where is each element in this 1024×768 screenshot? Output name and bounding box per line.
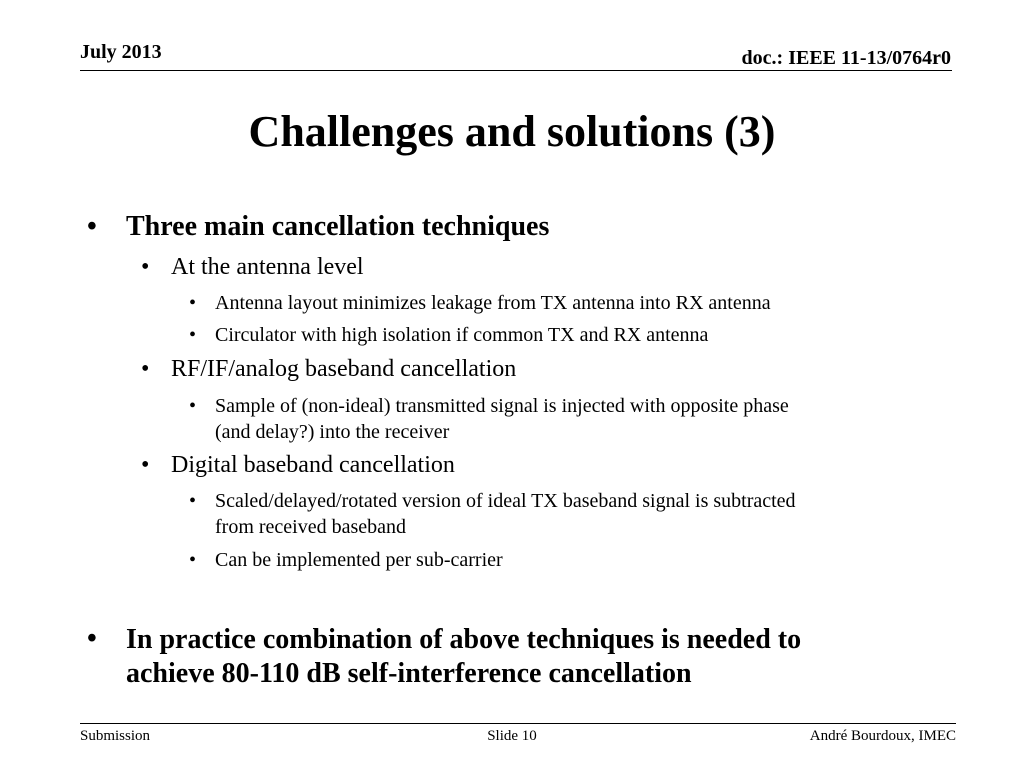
bullet-text-line: from received baseband [215,516,407,538]
bullet-icon: • [141,254,150,280]
bullet-icon: • [189,490,197,512]
bullet-l3-circulator: Circulator with high isolation if common TX and RX antenna [215,324,709,346]
bullet-icon: • [87,623,97,654]
bullet-text-line: (and delay?) into the receiver [215,421,450,443]
bullet-text-line: In practice combination of above techniques is needed to [126,624,802,655]
bullet-icon: • [189,324,197,346]
footer-author: André Bourdoux, IMEC [809,728,956,744]
slide-title: Challenges and solutions (3) [248,107,776,156]
bullet-text-line: Sample of (non-ideal) transmitted signal is injected with opposite phase [215,395,789,417]
bullet-text-line: achieve 80-110 dB self-interference cancellation [126,658,692,689]
bullet-l2-antenna-level: At the antenna level [171,254,364,280]
bullet-l3-scaled-version [215,488,796,540]
bullet-icon: • [189,292,197,314]
bullet-icon: • [141,452,150,478]
bullet-l1-combination [126,623,801,691]
header-doc-id: doc.: IEEE 11-13/0764r0 [741,47,951,69]
bullet-text-line: Scaled/delayed/rotated version of ideal TX baseband signal is subtracted [215,490,796,512]
bullet-l3-sample-signal [215,393,789,445]
bullet-l2-rf-if-analog: RF/IF/analog baseband cancellation [171,356,517,382]
footer-slide-number: Slide 10 [487,728,537,744]
bullet-icon: • [141,356,150,382]
bullet-l3-antenna-layout: Antenna layout minimizes leakage from TX antenna into RX antenna [215,292,771,314]
header-divider [80,70,952,71]
bullet-icon: • [189,549,197,571]
bullet-l2-digital-baseband: Digital baseband cancellation [171,452,455,478]
bullet-l3-per-subcarrier: Can be implemented per sub-carrier [215,549,503,571]
bullet-l1-main-techniques: Three main cancellation techniques [126,211,550,242]
bullet-icon: • [189,395,197,417]
header-date: July 2013 [80,41,162,63]
footer-submission: Submission [80,728,151,744]
footer-divider [80,723,956,724]
bullet-icon: • [87,211,97,242]
